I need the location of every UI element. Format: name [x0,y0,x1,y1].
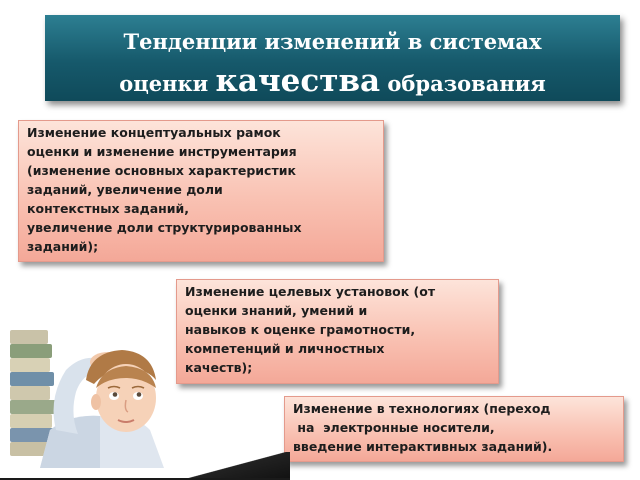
trend-1-line-2: оценки и изменение инструментария [27,144,297,159]
trend-1-line-1: Изменение концептуальных рамок [27,125,281,140]
trend-box-3 [284,396,624,462]
slide-title [45,15,620,101]
trend-1-line-5: контекстных заданий, [27,201,190,216]
trend-3-line-3: введение интерактивных заданий). [293,439,553,454]
trend-1-line-7: заданий); [27,239,99,254]
title-line-2 [45,63,620,99]
trend-2-line-3: навыков к оценке грамотности, [185,322,416,337]
decorative-wedge [150,452,290,480]
title-prefix: оценки [119,71,216,96]
trend-2-line-1: Изменение целевых установок (от [185,284,436,299]
trend-1-line-3: (изменение основных характеристик [27,163,296,178]
boy-illustration [30,318,190,468]
trend-2-line-4: компетенций и личностных [185,341,385,356]
trend-3-line-1: Изменение в технологиях (переход [293,401,551,416]
title-suffix: образования [380,71,546,96]
trend-2-line-5: качеств); [185,360,253,375]
title-line-1: Тенденции изменений в системах [123,29,542,54]
trend-1-line-6: увеличение доли структурированных [27,220,302,235]
trend-3-line-2: на электронные носители, [293,420,495,435]
trend-2-line-2: оценки знаний, умений и [185,303,368,318]
trend-box-2 [176,279,499,384]
title-emphasis: качества [215,63,381,99]
trend-1-line-4: заданий, увеличение доли [27,182,223,197]
trend-box-1 [18,120,384,262]
